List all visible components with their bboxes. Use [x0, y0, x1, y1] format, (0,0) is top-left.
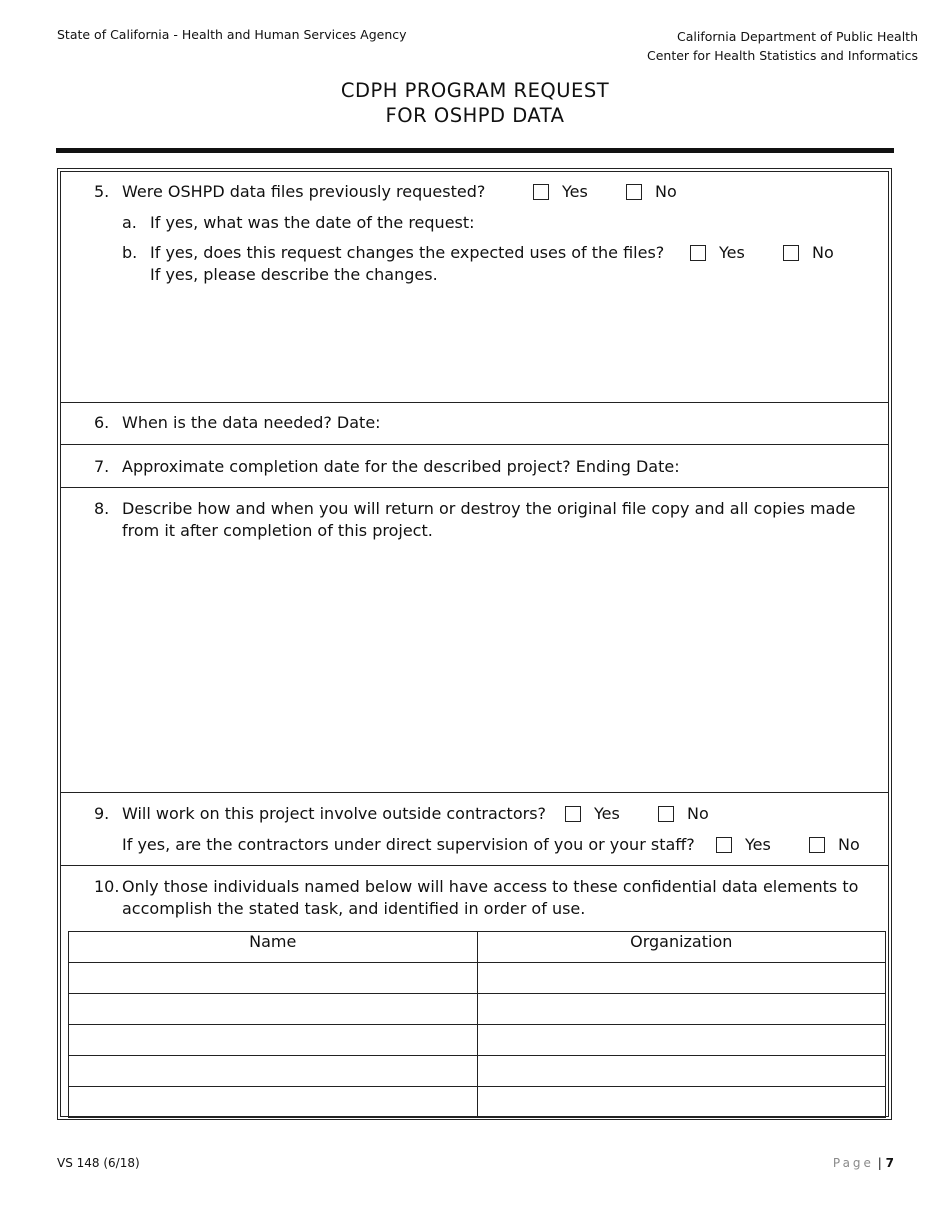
- q9-no-checkbox[interactable]: [658, 806, 674, 822]
- title-divider: [56, 148, 894, 153]
- q5b-question: If yes, does this request changes the expected uses of the files?: [150, 243, 665, 262]
- q10-text-line1: Only those individuals named below will have access to these confidential data elements to: [122, 877, 859, 896]
- q9-yes-label: Yes: [594, 804, 620, 823]
- q9-question: Will work on this project involve outside contractors?: [122, 804, 547, 823]
- page-indicator: [833, 1156, 894, 1170]
- table-header-row: [69, 932, 886, 963]
- header-department: [647, 27, 918, 65]
- organization-cell[interactable]: [477, 994, 886, 1025]
- table-row: [69, 1056, 886, 1087]
- q5-number: 5.: [94, 182, 110, 201]
- q9-supervision-yes-label: Yes: [745, 835, 771, 854]
- q7-question: Approximate completion date for the described project? Ending Date:: [122, 457, 680, 476]
- section-8[interactable]: [61, 489, 888, 793]
- section-5: [61, 172, 888, 403]
- q10-number: 10.: [94, 877, 120, 896]
- q5a-label: a.: [122, 213, 137, 232]
- section-6[interactable]: [61, 403, 888, 445]
- table-row: [69, 1087, 886, 1118]
- section-10: [61, 867, 888, 1117]
- page-title-line2: FOR OSHPD DATA: [385, 104, 565, 127]
- q5-yes-checkbox[interactable]: [533, 184, 549, 200]
- q9-supervision-no-checkbox[interactable]: [809, 837, 825, 853]
- page-separator: |: [877, 1156, 882, 1170]
- q9-supervision-question: If yes, are the contractors under direct supervision of you or your staff?: [122, 835, 695, 854]
- header-department-line2: Center for Health Statistics and Informatics: [646, 48, 918, 63]
- table-row: [69, 1025, 886, 1056]
- q5-yes-label: Yes: [562, 182, 588, 201]
- form-inner-border: [60, 171, 889, 1117]
- q9-supervision-no-label: No: [838, 835, 860, 854]
- page-number: 7: [885, 1156, 894, 1170]
- q5-no-label: No: [655, 182, 677, 201]
- section-9: [61, 794, 888, 866]
- q8-question-line2: from it after completion of this project.: [122, 521, 433, 540]
- q8-question-line1: Describe how and when you will return or destroy the original file copy and all copies made: [122, 499, 856, 518]
- q9-supervision-yes-checkbox[interactable]: [716, 837, 732, 853]
- q9-no-label: No: [687, 804, 709, 823]
- q8-number: 8.: [94, 499, 110, 518]
- q6-number: 6.: [94, 413, 110, 432]
- q5b-describe-prompt: If yes, please describe the changes.: [150, 265, 438, 284]
- q6-question: When is the data needed? Date:: [122, 413, 381, 432]
- organization-cell[interactable]: [477, 1056, 886, 1087]
- name-cell[interactable]: [69, 1087, 478, 1118]
- q7-number: 7.: [94, 457, 110, 476]
- form-id: VS 148 (6/18): [57, 1156, 140, 1170]
- q9-number: 9.: [94, 804, 110, 823]
- header-department-line1: California Department of Public Health: [677, 29, 918, 44]
- q9-yes-checkbox[interactable]: [565, 806, 581, 822]
- column-header-name: Name: [69, 932, 478, 963]
- name-cell[interactable]: [69, 1025, 478, 1056]
- request-form: [57, 168, 892, 1120]
- organization-cell[interactable]: [477, 1025, 886, 1056]
- organization-cell[interactable]: [477, 1087, 886, 1118]
- q5a-question: If yes, what was the date of the request:: [150, 213, 475, 232]
- q5b-no-label: No: [812, 243, 834, 262]
- table-row: [69, 994, 886, 1025]
- organization-cell[interactable]: [477, 963, 886, 994]
- q5b-label: b.: [122, 243, 138, 262]
- q5-no-checkbox[interactable]: [626, 184, 642, 200]
- name-cell[interactable]: [69, 963, 478, 994]
- header-agency: State of California - Health and Human Services Agency: [57, 27, 407, 42]
- q10-text-line2: accomplish the stated task, and identified in order of use.: [122, 899, 586, 918]
- q5b-yes-label: Yes: [719, 243, 745, 262]
- table-row: [69, 963, 886, 994]
- authorized-individuals-table: [68, 931, 886, 1118]
- q5-question: Were OSHPD data files previously requested?: [122, 182, 486, 201]
- page-title: [0, 78, 950, 128]
- page-title-line1: CDPH PROGRAM REQUEST: [340, 79, 610, 102]
- page-word: Page: [832, 1156, 874, 1170]
- section-7[interactable]: [61, 446, 888, 488]
- name-cell[interactable]: [69, 994, 478, 1025]
- name-cell[interactable]: [69, 1056, 478, 1087]
- column-header-organization: Organization: [477, 932, 886, 963]
- q5b-no-checkbox[interactable]: [783, 245, 799, 261]
- q5b-yes-checkbox[interactable]: [690, 245, 706, 261]
